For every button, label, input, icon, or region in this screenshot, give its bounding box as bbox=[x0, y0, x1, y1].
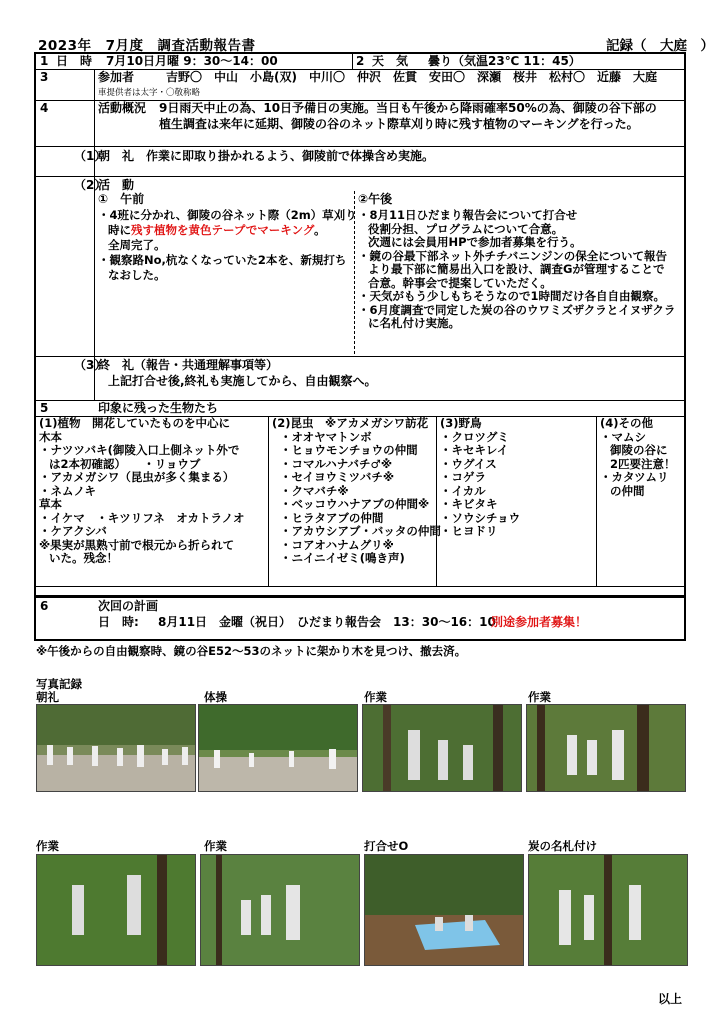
divider bbox=[94, 176, 95, 356]
other-item: ・カタツムリ bbox=[600, 470, 669, 484]
other-item: 2匹要注意！ bbox=[610, 456, 676, 471]
plant-item: いた。残念！ bbox=[49, 551, 118, 565]
divider bbox=[354, 191, 355, 354]
bird-item: ・コゲラ bbox=[440, 470, 486, 484]
pm-lines bbox=[358, 209, 675, 331]
plant-item: 草本 bbox=[39, 497, 62, 511]
plant-item: ・アカメガシワ（昆虫が多く集まる） bbox=[39, 470, 235, 484]
pm-title: ②午後 bbox=[358, 192, 393, 206]
page-title: 2023年 7月度 調査活動報告書 bbox=[38, 38, 256, 54]
am-line4: ・観察路No,杭なくなっていた2本を、新規打ち bbox=[98, 253, 347, 267]
bird-item: ・ウグイス bbox=[440, 456, 497, 471]
divider bbox=[352, 54, 353, 69]
row1-date: 7月10日月曜 9：30～14：00 bbox=[106, 54, 278, 68]
insect-item: ・ヒョウモンチョウの仲間 bbox=[280, 443, 418, 457]
plant-item: は2本初確認） ・リョウブ bbox=[49, 456, 201, 471]
weather-value: 曇り（気温23℃ 11：45） bbox=[428, 54, 581, 68]
photo-exercise bbox=[198, 704, 358, 792]
participants-label: 参加者 bbox=[98, 70, 135, 84]
insect-item: ・ヒラタアブの仲間 bbox=[280, 510, 384, 525]
insect-item: ・ベッコウハナアブの仲間※ bbox=[280, 497, 430, 511]
weather-label: 天 気 bbox=[372, 54, 409, 68]
photo-section-title: 写真記録 bbox=[36, 677, 82, 691]
sec2-num: （2） bbox=[74, 178, 107, 192]
am-line5: なおした。 bbox=[108, 268, 166, 282]
insect-item: ・クマバチ※ bbox=[280, 483, 349, 498]
photo-caption: 体操 bbox=[204, 690, 227, 704]
participants-note: 車提供者は太字・〇敬称略 bbox=[98, 88, 201, 98]
divider bbox=[268, 416, 269, 586]
photo-caption: 打合せO bbox=[364, 839, 409, 853]
plant-item: 木本 bbox=[39, 429, 62, 444]
am-line2 bbox=[108, 224, 325, 238]
photo-caption: 作業 bbox=[528, 690, 551, 704]
photo-name-tag bbox=[528, 854, 688, 966]
pm-line: 合意。幹事会で提案していただく。 bbox=[368, 275, 552, 290]
next-date-label: 日 時: bbox=[98, 615, 139, 629]
pm-line: ・天気がもう少しもちそうなので1時間だけ各自自由観察。 bbox=[358, 289, 665, 303]
bird-item: ・ソウシチョウ bbox=[440, 510, 521, 525]
plant-item: ・イケマ ・キツリフネ オカトラノオ bbox=[39, 510, 245, 525]
insect-item: ・ニイニイゼミ(鳴き声) bbox=[280, 551, 405, 565]
bird-item: ・キビタキ bbox=[440, 497, 498, 511]
insects-title: (2)昆虫 ※アカメガシワ訪花 bbox=[272, 416, 429, 430]
photo-caption: 作業 bbox=[36, 839, 59, 853]
birds-title: (3)野鳥 bbox=[440, 416, 482, 430]
others-title: (4)その他 bbox=[600, 416, 654, 430]
divider bbox=[36, 146, 684, 147]
insect-item: ・コマルハナバチ♂※ bbox=[280, 456, 392, 471]
insect-item: ・オオヤマトンボ bbox=[280, 429, 372, 444]
bird-item: ・イカル bbox=[440, 483, 486, 498]
photo-work-4 bbox=[200, 854, 360, 966]
am-line3: 全周完了。 bbox=[108, 238, 166, 252]
am-title: ① 午前 bbox=[98, 192, 145, 206]
other-item: 御陵の谷に bbox=[610, 443, 668, 457]
birds-list bbox=[440, 417, 520, 539]
sec1-num: （1） bbox=[74, 149, 107, 163]
recorder-label: 記録（ 大庭 ） bbox=[606, 38, 714, 54]
pm-line: 次週には会員用HPで参加者募集を行う。 bbox=[368, 235, 582, 249]
report-table bbox=[34, 52, 686, 597]
bird-item: ・ヒヨドリ bbox=[440, 524, 498, 538]
row6-num: 6 bbox=[40, 599, 49, 613]
pm-line: より最下部に簡易出入口を設け、調査Gが管理することで bbox=[368, 262, 665, 276]
am-line2a: 時に bbox=[108, 223, 131, 237]
photo-work-3 bbox=[36, 854, 196, 966]
divider bbox=[94, 100, 95, 146]
insects-list bbox=[272, 417, 441, 566]
activity-label: 活 動 bbox=[98, 178, 135, 192]
plant-item: ・ナツツバキ(御陵入口上側ネット外で bbox=[39, 443, 240, 457]
insect-item: ・セイヨウミツバチ※ bbox=[280, 470, 395, 484]
marking-highlight: 残す植物を黄色テープでマーキング bbox=[131, 223, 314, 237]
insect-item: ・アカウシアブ・バッタの仲間 bbox=[280, 524, 441, 538]
am-line1: ・4班に分かれ、御陵の谷ネット際（2m）草刈り bbox=[98, 208, 357, 222]
plants-title: (1)植物 開花していたものを中心に bbox=[39, 416, 231, 430]
morning-meeting: 朝 礼 作業に即取り掛かれるよう、御陵前で体操含め実施。 bbox=[98, 149, 435, 163]
photo-work-2 bbox=[526, 704, 686, 792]
others-list bbox=[600, 417, 676, 498]
recruit-note: 別途参加者募集！ bbox=[491, 615, 588, 629]
sec3-num: （3） bbox=[74, 358, 107, 372]
overview-line2: 植生調査は来年に延期、御陵の谷のネット際草刈り時に残す植物のマーキングを行った。 bbox=[159, 117, 639, 131]
next-plan-table bbox=[34, 596, 686, 641]
overview-line1: 9日雨天中止の為、10日予備日の実施。当日も午後から降雨確率50%の為、御陵の谷下部の bbox=[159, 101, 657, 115]
plant-item: ※果実が黒熟寸前で根元から折られて bbox=[39, 537, 235, 552]
organisms-label: 印象に残った生物たち bbox=[98, 401, 219, 415]
pm-line: ・6月度調査で同定した炭の谷のウワミズザクラとイヌザクラ bbox=[358, 302, 676, 317]
divider bbox=[36, 586, 684, 587]
overview-label: 活動概況 bbox=[98, 101, 147, 115]
pm-line: ・8月11日ひだまり報告会について打合せ bbox=[358, 208, 578, 222]
divider bbox=[36, 356, 684, 357]
next-date: 8月11日 金曜（祝日） ひだまり報告会 13：30～16：10 bbox=[158, 615, 496, 629]
next-plan-label: 次回の計画 bbox=[98, 599, 159, 613]
plant-item: ・ネムノキ bbox=[39, 483, 97, 498]
other-item: ・マムシ bbox=[600, 429, 646, 444]
row1-num: 1 bbox=[40, 54, 49, 68]
am-line2b: 。 bbox=[313, 223, 326, 237]
row3-num: 3 bbox=[40, 70, 49, 84]
photo-caption: 作業 bbox=[204, 839, 227, 853]
pm-line: に名札付け実施。 bbox=[368, 316, 460, 330]
bird-item: ・クロツグミ bbox=[440, 429, 509, 444]
row1-label: 日 時 bbox=[56, 54, 93, 68]
closing-text: 上記打合せ後,終礼も実施してから、自由観察へ。 bbox=[108, 374, 377, 388]
closing-label: 終 礼（報告・共通理解事項等） bbox=[98, 358, 279, 372]
end-mark: 以上 bbox=[658, 992, 683, 1006]
plants-list bbox=[39, 417, 245, 566]
row4-num: 4 bbox=[40, 101, 49, 115]
photo-meeting bbox=[364, 854, 524, 966]
row5-num: 5 bbox=[40, 401, 49, 415]
photo-work-1 bbox=[362, 704, 522, 792]
plant-item: ・ケアクシバ bbox=[39, 524, 107, 538]
footnote: ※午後からの自由観察時、鏡の谷E52～53のネットに架かり木を見つけ、撤去済。 bbox=[36, 644, 467, 658]
divider bbox=[36, 176, 684, 177]
photo-caption: 朝礼 bbox=[36, 690, 59, 704]
divider bbox=[596, 416, 597, 586]
photo-caption: 炭の名札付け bbox=[528, 839, 597, 853]
photo-caption: 作業 bbox=[364, 690, 387, 704]
divider bbox=[94, 69, 95, 101]
row2-num: 2 bbox=[356, 54, 365, 68]
participants-names: 吉野〇 中山 小島(双) 中川〇 仲沢 佐貫 安田〇 深瀬 桜井 松村〇 近藤 大庭 bbox=[166, 70, 657, 84]
photo-morning-meeting bbox=[36, 704, 196, 792]
pm-line: ・鏡の谷最下部ネット外チチバニンジンの保全について報告 bbox=[358, 248, 668, 263]
other-item: の仲間 bbox=[610, 483, 645, 498]
bird-item: ・キセキレイ bbox=[440, 443, 509, 457]
insect-item: ・コアオハナムグリ※ bbox=[280, 537, 394, 552]
pm-line: 役割分担、プログラムについて合意。 bbox=[368, 221, 564, 236]
